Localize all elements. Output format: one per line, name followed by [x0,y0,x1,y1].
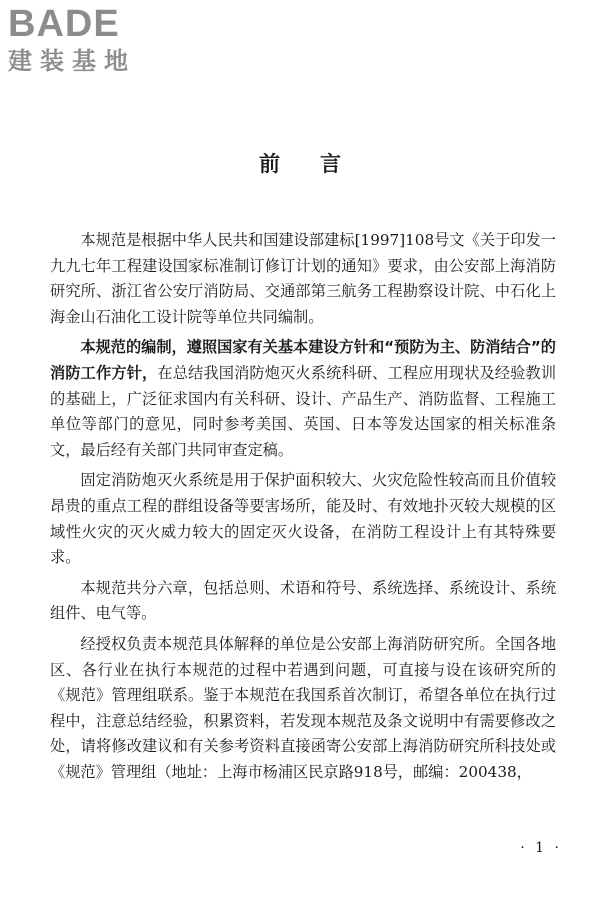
logo-subtitle: 建装基地 [8,47,136,75]
paragraph-4: 本规范共分六章，包括总则、术语和符号、系统选择、系统设计、系统组件、电气等。 [50,578,556,623]
logo-mark: BADE [8,3,120,45]
paragraph-3: 固定消防炮灭火系统是用于保护面积较大、火灾危险性较高而且价值较昂贵的重点工程的群组设备等要害场所，能及时、有效地扑灭较大规模的区域性火灾的灭火威力较大的固定灭火设备，在消防工程设计上有其特殊要求。 [50,471,556,567]
paragraph-2-bold-lead: 本规范的编制，遵照国家有关基本建设方针和“预防为主、防消结合”的消防工作方针， [50,338,556,382]
paragraph-2-rest: 在总结我国消防炮灭火系统科研、工程应用现状及经验教训的基础上，广泛征求国内有关科研、设计、产品生产、消防监督、工程施工单位等部门的意见，同时参考美国、英国、日本等发达国家的相关标准条文，最后经有关部门共同审查定稿。 [50,363,557,459]
preface-body [50,228,556,790]
page-number: · 1 · [520,840,562,856]
page-title: 前言 [259,152,381,176]
paragraph-1: 本规范是根据中华人民共和国建设部建标[1997]108号文《关于印发一九九七年工程建设国家标准制订修订计划的通知》要求，由公安部上海消防研究所、浙江省公安厅消防局、交通部第三航务工程勘察设计院、中石化上海金山石油化工设计院等单位共同编制。 [50,231,556,326]
bade-logo [8,4,188,76]
paragraph-5: 经授权负责本规范具体解释的单位是公安部上海消防研究所。全国各地区、各行业在执行本规范的过程中若遇到问题，可直接与设在该研究所的《规范》管理组联系。鉴于本规范在我国系首次制订，希望各单位在执行过程中，注意总结经验，积累资料，若发现本规范及条文说明中有需要修改之处，请将修改建议和有关参考资料直接函寄公安部上海消防研究所科技处或《规范》管理组（地址：上海市杨浦区民京路918号，邮编：200438， [50,634,556,781]
paragraph-2 [50,335,556,463]
